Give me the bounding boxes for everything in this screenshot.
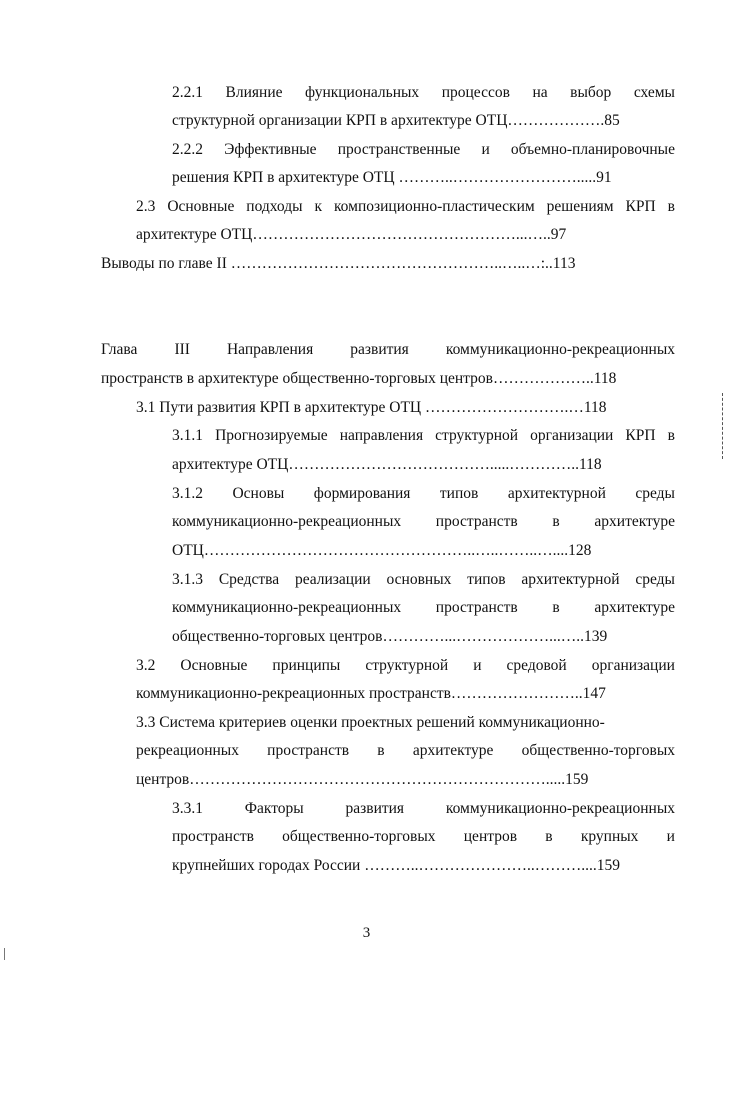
toc-entry-3-1-2-line2: [172, 512, 675, 532]
toc-entry-3-3-1-line2: [172, 827, 675, 847]
toc-word: коммуникационно-рекреационных: [445, 800, 675, 817]
toc-word: Основные: [180, 657, 248, 674]
toc-word: направления: [339, 427, 424, 444]
toc-word: и: [481, 141, 490, 158]
toc-entry-3-1-1-line2: архитектуре ОТЦ………………………………….....…………..118: [172, 456, 602, 473]
toc-word: пространств: [267, 742, 350, 759]
toc-word: 3.1.3: [172, 571, 203, 588]
toc-word: Глава: [101, 341, 138, 358]
toc-word: на: [532, 84, 548, 101]
toc-word: в: [552, 599, 560, 616]
toc-word: подходы: [246, 198, 303, 215]
toc-entry-2-2-2-line1: [172, 140, 675, 160]
toc-entry-2-3-line1: [136, 197, 675, 217]
toc-word: и: [666, 828, 675, 845]
toc-word: в: [545, 828, 553, 845]
toc-word: реализации: [294, 571, 371, 588]
toc-entry-3-3-line2: [136, 741, 675, 761]
toc-entry-3-1-3-line1: [172, 570, 675, 590]
toc-entry-2-2-2-line2: решения КРП в архитектуре ОТЦ ………..…………………….....91: [172, 169, 612, 186]
toc-chapter-3-line1: [101, 340, 675, 360]
toc-word: принципы: [272, 657, 341, 674]
toc-entry-3-2-line1: [136, 656, 675, 676]
toc-word: Средства: [218, 571, 280, 588]
toc-word: 2.2.1: [172, 84, 203, 101]
toc-word: КРП: [625, 198, 656, 215]
toc-word: развития: [350, 341, 409, 358]
toc-word: процессов: [441, 84, 510, 101]
toc-word: в: [667, 427, 675, 444]
toc-entry-3-3-line1: 3.3 Система критериев оценки проектных решений коммуникационно-: [136, 714, 605, 731]
toc-entry-3-3-line3: центров…………………………………………………………….....159: [136, 771, 589, 788]
toc-chapter-3-line2: пространств в архитектуре общественно-торговых центров………………..118: [101, 370, 617, 387]
toc-word: Основные: [167, 198, 235, 215]
toc-word: общественно-торговых: [521, 742, 675, 759]
toc-word: 2.3: [136, 198, 156, 215]
toc-word: композиционно-пластическим: [333, 198, 535, 215]
toc-word: формирования: [313, 485, 411, 502]
toc-word: Эффективные: [224, 141, 317, 158]
toc-word: 3.3.1: [172, 800, 203, 817]
toc-word: в: [377, 742, 385, 759]
toc-word: основных: [386, 571, 452, 588]
toc-entry-3-3-1-line1: [172, 799, 675, 819]
toc-word: организации: [591, 657, 675, 674]
toc-conclusions-chapter-2: Выводы по главе II ……………………………………………..…..…:..113: [101, 255, 576, 272]
toc-word: в: [552, 513, 560, 530]
toc-word: структурной: [435, 427, 519, 444]
toc-word: коммуникационно-рекреационных: [172, 599, 402, 616]
toc-word: функциональных: [305, 84, 420, 101]
toc-word: 2.2.2: [172, 141, 203, 158]
toc-word: крупных: [580, 828, 639, 845]
toc-word: Влияние: [225, 84, 283, 101]
toc-word: 3.1.1: [172, 427, 203, 444]
toc-word: архитектуре: [594, 599, 675, 616]
scan-mark-left: [4, 948, 5, 960]
toc-word: типов: [467, 571, 506, 588]
toc-word: Факторы: [244, 800, 304, 817]
toc-word: развития: [345, 800, 405, 817]
toc-entry-3-1-3-line3: общественно-торговых центров…………...………………...…..139: [172, 628, 608, 645]
toc-entry-2-2-1-line2: структурной организации КРП в архитектуре ОТЦ……………….85: [172, 112, 620, 129]
toc-word: объемно-планировочные: [510, 141, 675, 158]
toc-entry-3-1-3-line2: [172, 598, 675, 618]
toc-word: 3.1.2: [172, 485, 203, 502]
toc-entry-3-1-1-line1: [172, 426, 675, 446]
toc-word: пространств: [435, 599, 518, 616]
toc-word: Основы: [232, 485, 285, 502]
toc-word: архитектурной: [521, 571, 620, 588]
toc-word: среды: [635, 485, 675, 502]
toc-word: коммуникационно-рекреационных: [172, 513, 402, 530]
scan-mark-right: [722, 393, 723, 459]
toc-word: схемы: [633, 84, 675, 101]
toc-word: пространств: [172, 828, 254, 845]
toc-entry-3-1: 3.1 Пути развития КРП в архитектуре ОТЦ ……………………….…118: [136, 399, 607, 416]
toc-word: пространств: [435, 513, 518, 530]
toc-entry-3-3-1-line3: крупнейших городах России ………..…………………..………....159: [172, 857, 620, 874]
toc-word: пространственные: [337, 141, 461, 158]
toc-entry-2-3-line2: архитектуре ОТЦ……………………………………………...…..97: [136, 226, 567, 243]
toc-word: выбор: [570, 84, 612, 101]
toc-word: III: [174, 341, 190, 358]
toc-word: к: [314, 198, 322, 215]
page-number: 3: [362, 925, 371, 941]
toc-word: общественно-торговых: [282, 828, 436, 845]
toc-word: архитектурной: [507, 485, 606, 502]
toc-entry-3-1-2-line3: ОТЦ……………………………………………..…..……..…....128: [172, 542, 592, 559]
toc-word: и: [473, 657, 482, 674]
toc-word: организации: [530, 427, 614, 444]
toc-entry-3-2-line2: коммуникационно-рекреационных пространств……………………..147: [136, 685, 606, 702]
toc-word: коммуникационно-рекреационных: [445, 341, 675, 358]
toc-word: структурной: [365, 657, 449, 674]
toc-word: КРП: [625, 427, 656, 444]
toc-word: архитектуре: [412, 742, 494, 759]
toc-entry-3-1-2-line1: [172, 484, 675, 504]
toc-word: среды: [635, 571, 675, 588]
toc-word: средовой: [506, 657, 567, 674]
toc-word: Прогнозируемые: [215, 427, 328, 444]
toc-word: типов: [439, 485, 479, 502]
toc-word: в: [667, 198, 675, 215]
toc-word: архитектуре: [594, 513, 675, 530]
toc-entry-2-2-1-line1: [172, 83, 675, 103]
toc-word: Направления: [226, 341, 314, 358]
toc-word: 3.2: [136, 657, 156, 674]
toc-word: решениям: [546, 198, 614, 215]
toc-word: рекреационных: [136, 742, 239, 759]
toc-word: центров: [463, 828, 518, 845]
